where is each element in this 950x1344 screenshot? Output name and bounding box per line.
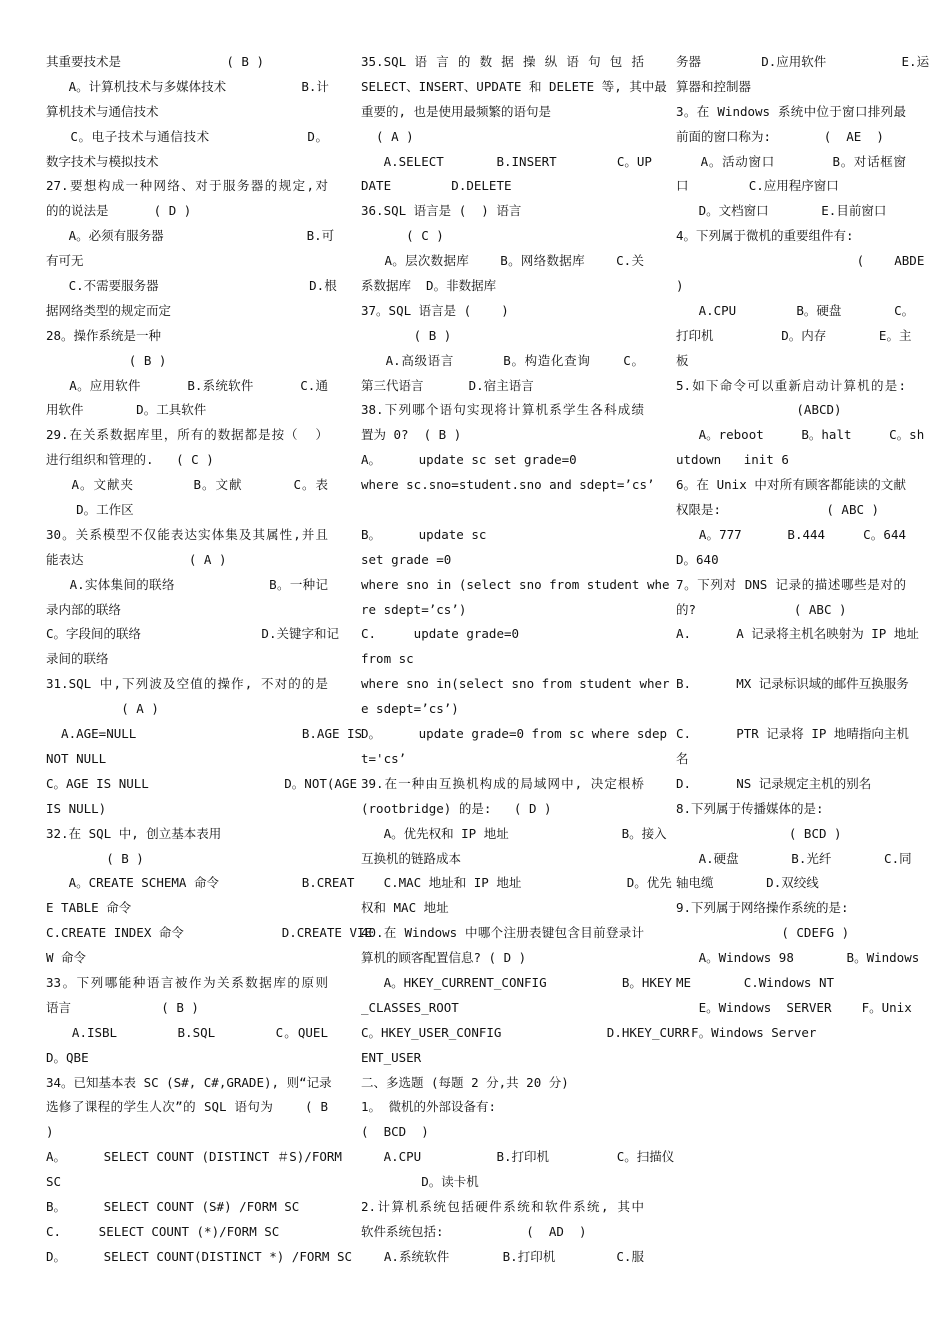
text-line: A。文献夹 B。文献 C。表 <box>46 477 328 493</box>
text-line: A。层次数据库 B。网络数据库 C.关 <box>361 253 644 269</box>
text-line: ( A ) <box>46 701 159 717</box>
text-line: A.ISBL B.SQL C。QUEL <box>46 1024 328 1040</box>
text-line: 33。下列哪能种语言被作为关系数据库的原则 <box>46 974 328 990</box>
text-line: 录间的联络 <box>46 651 109 667</box>
text-line: 38.下列哪个语句实现将计算机系学生各科成绩 <box>361 402 644 418</box>
text-line: 2.计算机系统包括硬件系统和软件系统, 其中 <box>361 1198 644 1214</box>
text-line: 8.下列属于传播媒体的是: <box>676 800 824 816</box>
text-line <box>676 647 906 672</box>
text-line: 据网络类型的规定而定 <box>46 302 172 318</box>
text-line: C。电子技术与通信技术 D。 <box>46 128 328 144</box>
text-line: ( BCD ) <box>361 1124 429 1140</box>
text-line: A.系统软件 B.打印机 C.服 <box>361 1248 644 1264</box>
text-line: A。活动窗口 B。对话框窗 <box>676 153 906 169</box>
text-line: ME C.Windows NT <box>676 974 835 990</box>
text-line: _CLASSES_ROOT <box>361 999 459 1015</box>
text-line: 重要的, 也是使用最频繁的语句是 <box>361 103 552 119</box>
text-line: where sc.sno=student.sno and sdept=’cs’ <box>361 477 655 493</box>
text-line: ( B ) <box>46 352 167 368</box>
text-line: C. PTR 记录将 IP 地晴指向主机 <box>676 726 909 742</box>
text-line: 算机的顾客配置信息? ( D ) <box>361 950 527 966</box>
text-line: B。 update sc <box>361 526 487 542</box>
text-line: D。读卡机 <box>361 1174 479 1190</box>
text-line: e sdept=’cs’) <box>361 701 459 717</box>
text-line: SC <box>46 1174 62 1190</box>
text-line: 算器和控制器 <box>676 78 752 94</box>
text-line: 39.在一种由互换机构成的局域网中, 决定根桥 <box>361 775 644 791</box>
text-line: 第三代语言 D.宿主语言 <box>361 377 534 393</box>
text-line: C.CREATE INDEX 命令 D.CREATE VIE <box>46 925 373 941</box>
text-line: (ABCD) <box>676 402 842 418</box>
text-line: A。HKEY_CURRENT_CONFIG B。HKEY <box>361 974 672 990</box>
text-line: 互换机的链路成本 <box>361 850 462 866</box>
text-line: ) <box>676 278 684 294</box>
text-line: where sno in (select sno from student whe <box>361 576 670 592</box>
text-line: where sno in(select sno from student wher <box>361 676 670 692</box>
text-line: A。 update sc set grade=0 <box>361 452 577 468</box>
text-line: 轴电缆 D.双绞线 <box>676 875 819 891</box>
text-line: ( CDEFG ) <box>676 925 850 941</box>
text-line: ) <box>46 1124 54 1140</box>
text-line: F。Windows Server <box>676 1024 817 1040</box>
text-line: 5.如下命令可以重新启动计算机的是: <box>676 377 906 393</box>
text-line: t='cs’ <box>361 750 407 766</box>
text-line: 算机技术与通信技术 <box>46 103 159 119</box>
text-line: 28。操作系统是一种 <box>46 327 162 343</box>
text-line: A。 SELECT COUNT (DISTINCT ＃S)/FORM <box>46 1149 342 1165</box>
text-line: 30。关系模型不仅能表达实体集及其属性,并且 <box>46 526 328 542</box>
text-line: 32.在 SQL 中, 创立基本表用 <box>46 825 222 841</box>
text-line: A. A 记录将主机名映射为 IP 地址 <box>676 626 919 642</box>
text-line: A。Windows 98 B。Windows <box>676 950 920 966</box>
text-line: utdown init 6 <box>676 452 789 468</box>
text-line: ( B ) <box>46 850 144 866</box>
text-line: 7。下列对 DNS 记录的描述哪些是对的 <box>676 576 906 592</box>
text-line: ( B ) <box>361 327 452 343</box>
text-line <box>361 498 644 523</box>
text-line: DATE D.DELETE <box>361 178 512 194</box>
text-line: A.AGE=NULL B.AGE IS <box>46 726 363 742</box>
text-line: A.高级语言 B。构造化查询 C。 <box>361 352 644 368</box>
text-line: C.不需要服务器 D.根 <box>46 278 337 294</box>
text-line: A。CREATE SCHEMA 命令 B.CREAT <box>46 875 355 891</box>
text-line: A。777 B.444 C。644 <box>676 526 906 542</box>
text-line: ( ABDE <box>676 253 925 269</box>
text-line: C。HKEY_USER_CONFIG D.HKEY_CURR <box>361 1024 690 1040</box>
text-line: 板 <box>676 352 689 368</box>
text-line: 的? ( ABC ) <box>676 601 847 617</box>
text-line: 选修了课程的学生人次”的 SQL 语句为 ( B <box>46 1099 328 1115</box>
text-line: 34。已知基本表 SC (S#, C#,GRADE), 则“记录 <box>46 1074 332 1090</box>
text-line: D。QBE <box>46 1049 89 1065</box>
text-line: 前面的窗口称为: ( AE ) <box>676 128 884 144</box>
text-line: 35.SQL 语 言 的 数 据 操 纵 语 句 包 括 <box>361 54 644 69</box>
text-line: 37。SQL 语言是 ( ) <box>361 302 509 318</box>
text-line: A。计算机技术与多媒体技术 B.计 <box>46 78 329 94</box>
text-line: 软件系统包括: ( AD ) <box>361 1223 587 1239</box>
text-line: 数字技术与模拟技术 <box>46 153 159 169</box>
text-line <box>676 697 906 722</box>
text-line: (rootbridge) 的是: ( D ) <box>361 800 552 816</box>
text-line: 置为 0? ( B ) <box>361 427 462 443</box>
text-line: A。必须有服务器 B.可 <box>46 228 335 244</box>
text-line: C.MAC 地址和 IP 地址 D。优先 <box>361 875 672 891</box>
text-line: 9.下列属于网络操作系统的是: <box>676 900 849 916</box>
text-line: NOT NULL <box>46 750 107 766</box>
text-line: 其重要技术是 ( B ) <box>46 54 264 69</box>
text-column-right <box>676 50 930 1046</box>
text-line: 的的说法是 ( D ) <box>46 203 192 219</box>
text-line: A.硬盘 B.光纤 C.同 <box>676 850 912 866</box>
text-line: ENT_USER <box>361 1049 422 1065</box>
text-line: A。应用软件 B.系统软件 C.通 <box>46 377 328 393</box>
text-line: ( C ) <box>361 228 444 244</box>
text-line: 进行组织和管理的. ( C ) <box>46 452 214 468</box>
text-line: A.实体集间的联络 B。一种记 <box>46 576 328 592</box>
text-line: 权限是: ( ABC ) <box>676 502 880 518</box>
text-column-left <box>46 50 373 1270</box>
text-line: C。字段间的联络 D.关键字和记 <box>46 626 339 642</box>
text-line: 二、多选题 (每题 2 分,共 20 分) <box>361 1074 569 1090</box>
text-line: 6。在 Unix 中对所有顾客都能读的文献 <box>676 477 906 493</box>
text-line: D。 update grade=0 from sc where sdep <box>361 726 667 742</box>
text-line: W 命令 <box>46 950 87 966</box>
text-line: D。工作区 <box>46 502 134 518</box>
text-line: 录内部的联络 <box>46 601 122 617</box>
text-line: 27.要想构成一种网络、对于服务器的规定,对 <box>46 178 328 194</box>
text-line: 名 <box>676 750 689 766</box>
text-line: D. NS 记录规定主机的别名 <box>676 775 872 791</box>
text-line: A.SELECT B.INSERT C。UP <box>361 153 652 169</box>
text-line: 36.SQL 语言是 ( ) 语言 <box>361 203 522 219</box>
text-line: ( BCD ) <box>676 825 842 841</box>
text-line: B. MX 记录标识域的邮件互换服务 <box>676 676 909 692</box>
text-line: D。 SELECT COUNT(DISTINCT *) /FORM SC <box>46 1248 352 1264</box>
text-line: 能表达 ( A ) <box>46 551 227 567</box>
text-line: 语言 ( B ) <box>46 999 199 1015</box>
text-line: E。Windows SERVER F。Unix <box>676 999 912 1015</box>
text-line: 29.在关系数据库里，所有的数据都是按（ ） <box>46 427 328 443</box>
text-line: 31.SQL 中,下列波及空值的操作, 不对的的是 <box>46 676 328 692</box>
text-line: A.CPU B.打印机 C。扫描仪 <box>361 1149 675 1165</box>
text-line: IS NULL) <box>46 800 107 816</box>
text-line: C。AGE IS NULL D。NOT(AGE <box>46 775 357 791</box>
text-line: D。640 <box>676 551 719 567</box>
text-line: ( A ) <box>361 128 414 144</box>
text-line: 打印机 D。内存 E。主 <box>676 327 912 343</box>
text-line: SELECT、INSERT、UPDATE 和 DELETE 等, 其中最 <box>361 78 667 94</box>
text-line: 权和 MAC 地址 <box>361 900 449 916</box>
text-line: C. SELECT COUNT (*)/FORM SC <box>46 1223 280 1239</box>
text-line: 系数据库 D。非数据库 <box>361 278 497 294</box>
text-line: from sc <box>361 651 414 667</box>
text-line: A。reboot B。halt C。sh <box>676 427 925 443</box>
text-line: re sdept=’cs’) <box>361 601 467 617</box>
text-line: 4。下列属于微机的重要组件有: <box>676 228 854 244</box>
text-line: 3。在 Windows 系统中位于窗口排列最 <box>676 103 906 119</box>
text-line: C. update grade=0 <box>361 626 520 642</box>
text-line: 1。 微机的外部设备有: <box>361 1099 497 1115</box>
text-line: E TABLE 命令 <box>46 900 132 916</box>
text-line: 口 C.应用程序窗口 <box>676 178 839 194</box>
text-line: A。优先权和 IP 地址 B。接入 <box>361 825 667 841</box>
text-line: 用软件 D。工具软件 <box>46 402 207 418</box>
text-line: B。 SELECT COUNT (S#) /FORM SC <box>46 1198 300 1214</box>
text-line: 有可无 <box>46 253 84 269</box>
text-line: D。文档窗口 E.目前窗口 <box>676 203 887 219</box>
text-line: 务器 D.应用软件 E.运 <box>676 54 930 69</box>
text-line: 40.在 Windows 中哪个注册表键包含目前登录计 <box>361 925 644 941</box>
text-line: set grade =0 <box>361 551 452 567</box>
text-line: A.CPU B。硬盘 C。 <box>676 302 915 318</box>
text-column-middle <box>361 50 690 1270</box>
